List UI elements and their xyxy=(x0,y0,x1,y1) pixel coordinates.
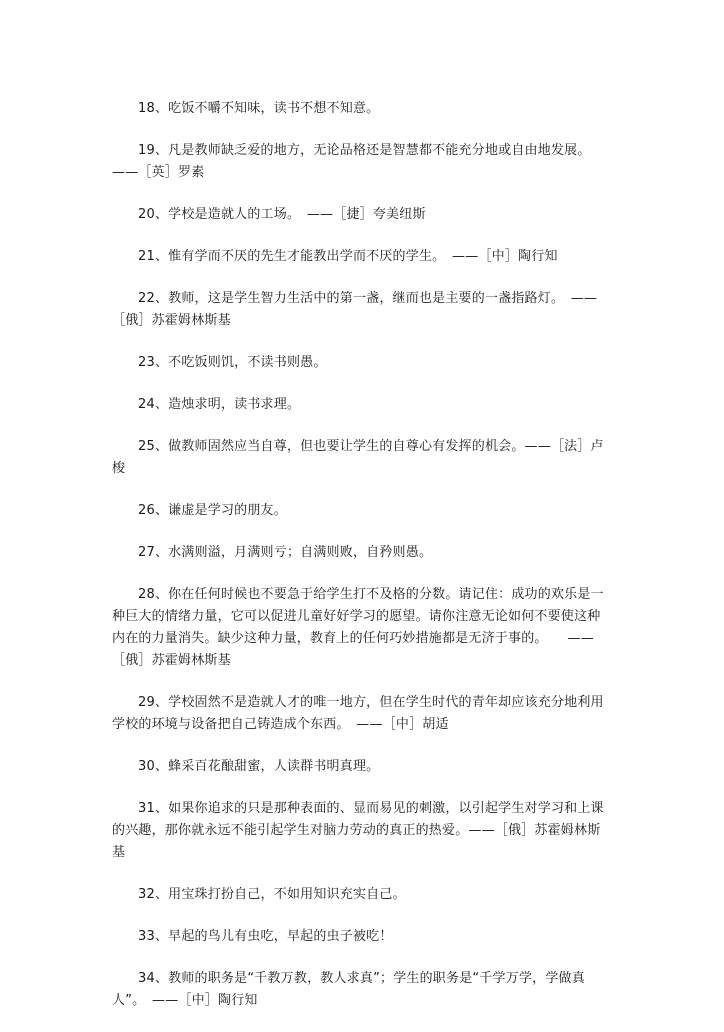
quote-paragraph-28: 28、你在任何时候也不要急于给学生打不及格的分数。请记住：成功的欢乐是一种巨大的情绪力量，它可以促进儿童好好学习的愿望。请你注意无论如何不要使这种内在的力量消失。缺少这种力量，教育上的任何巧妙措施都是无济于事的。 ——［俄］苏霍姆林斯基 xyxy=(112,587,604,668)
quote-paragraph-32: 32、用宝珠打扮自己，不如用知识充实自己。 xyxy=(138,887,406,902)
quote-paragraph-25: 25、做教师固然应当自尊，但也要让学生的自尊心有发挥的机会。——［法］卢梭 xyxy=(112,439,604,476)
quote-paragraph-34: 34、教师的职务是“千教万教，教人求真”；学生的职务是“千学万学，学做真人”。 ——［中］陶行知 xyxy=(112,971,585,1008)
quote-paragraph-23: 23、不吃饭则饥，不读书则愚。 xyxy=(138,355,327,370)
quote-paragraph-18: 18、吃饭不嚼不知味，读书不想不知意。 xyxy=(138,101,380,116)
quote-paragraph-26: 26、谦虚是学习的朋友。 xyxy=(138,503,287,518)
quote-paragraph-30: 30、蜂采百花酿甜蜜，人读群书明真理。 xyxy=(138,759,380,774)
quote-paragraph-33: 33、早起的鸟儿有虫吃，早起的虫子被吃！ xyxy=(138,929,393,944)
quote-paragraph-21: 21、惟有学而不厌的先生才能教出学而不厌的学生。 ——［中］陶行知 xyxy=(138,249,558,264)
document-body xyxy=(112,98,611,1032)
quote-paragraph-20: 20、学校是造就人的工场。 ——［捷］夸美纽斯 xyxy=(138,207,426,222)
quote-paragraph-29: 29、学校固然不是造就人才的唯一地方，但在学生时代的青年却应该充分地利用学校的环境与设备把自己铸造成个东西。 ——［中］胡适 xyxy=(112,695,604,732)
quote-paragraph-24: 24、造烛求明，读书求理。 xyxy=(138,397,301,412)
quote-paragraph-22: 22、教师，这是学生智力生活中的第一盏，继而也是主要的一盏指路灯。 ——［俄］苏霍姆林斯基 xyxy=(112,291,598,328)
quote-paragraph-19: 19、凡是教师缺乏爱的地方，无论品格还是智慧都不能充分地或自由地发展。 ——［英］罗素 xyxy=(112,143,611,180)
quote-paragraph-27: 27、水满则溢，月满则亏；自满则败，自矜则愚。 xyxy=(138,545,433,560)
quote-paragraph-31: 31、如果你追求的只是那种表面的、显而易见的刺激，以引起学生对学习和上课的兴趣，那你就永远不能引起学生对脑力劳动的真正的热爱。——［俄］苏霍姆林斯基 xyxy=(112,801,604,860)
